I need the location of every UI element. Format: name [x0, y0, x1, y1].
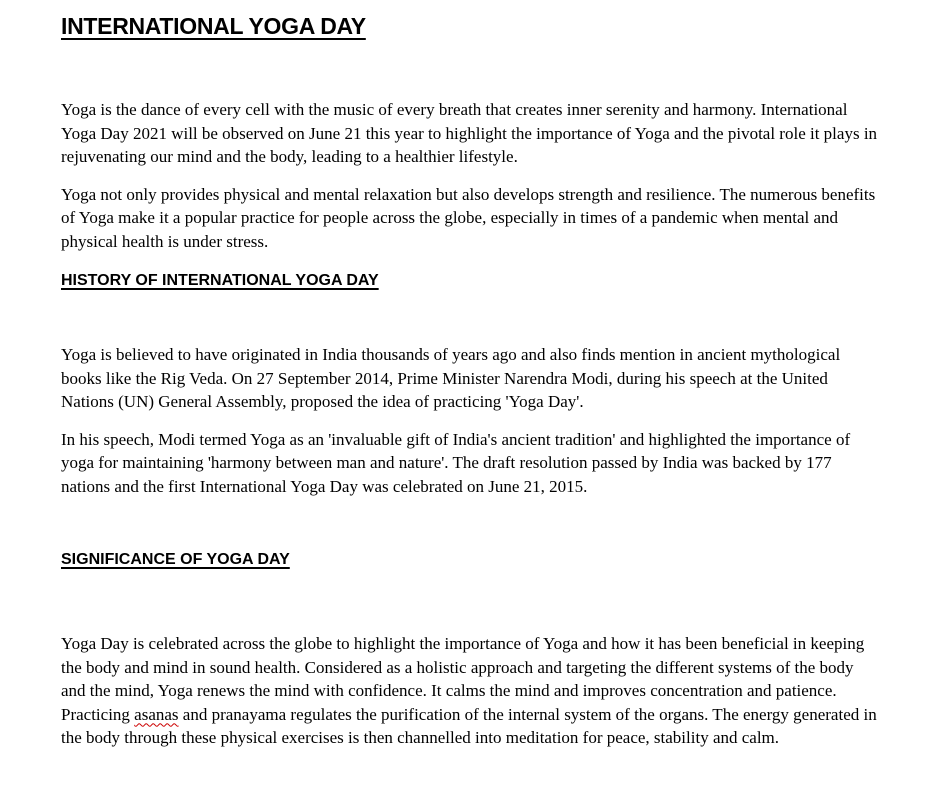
- document-title: [61, 12, 882, 40]
- history-heading-text: HISTORY OF INTERNATIONAL YOGA DAY: [61, 272, 379, 289]
- intro-paragraph-2: Yoga not only provides physical and mental relaxation but also develops strength and resilience. The numerous benefits of Yoga make it a popular practice for people across the globe, especially in times of a pandemic when mental and physical health is under stress.: [61, 184, 876, 251]
- document-title-text: INTERNATIONAL YOGA DAY: [61, 13, 366, 39]
- history-paragraph-2: In his speech, Modi termed Yoga as an 'invaluable gift of India's ancient tradition' and highlighted the importance of yoga for maintaining 'harmony between man and nature'. The draft resolution passed by India was backed by 177 nations and the first International Yoga Day was celebrated on June 21, 2015.: [61, 429, 851, 496]
- misspelled-word: asanas: [134, 704, 179, 724]
- history-section-heading: [61, 271, 882, 291]
- significance-text-before: Yoga Day is celebrated across the globe to highlight the importance of Yoga and how it has been beneficial in keeping the body and mind in sound health. Considered as a holistic approach and targeting the different systems of the body and the mind, Yoga renews the mind with confidence. It calms the mind and improves concentration and patience. Practicing: [61, 634, 865, 724]
- significance-heading-text: SIGNIFICANCE OF YOGA DAY: [61, 551, 290, 568]
- significance-text-after: and pranayama regulates the purification of the internal system of the organs. The energy generated in the body through these physical exercises is then channelled into meditation for peace, stability and calm.: [61, 704, 877, 747]
- significance-paragraph: [61, 632, 882, 750]
- document-page: [0, 12, 943, 808]
- intro-paragraph-1: Yoga is the dance of every cell with the music of every breath that creates inner serenity and harmony. International Yoga Day 2021 will be observed on June 21 this year to highlight the importance of Yoga and the pivotal role it plays in rejuvenating our mind and the body, leading to a healthier lifestyle.: [61, 100, 878, 166]
- history-paragraph-1: Yoga is believed to have originated in India thousands of years ago and also finds mention in ancient mythological books like the Rig Veda. On 27 September 2014, Prime Minister Narendra Modi, during his speech at the United Nations (UN) General Assembly, proposed the idea of practicing 'Yoga Day'.: [61, 345, 841, 411]
- significance-section-heading: [61, 550, 882, 570]
